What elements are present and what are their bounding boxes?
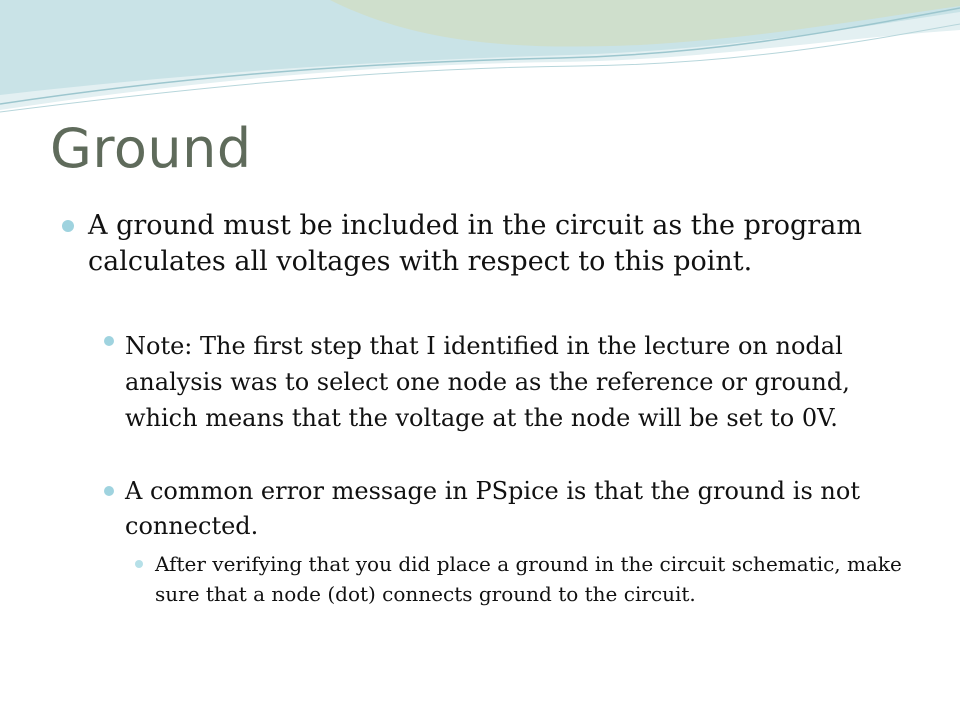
header-wave-decoration bbox=[0, 0, 960, 120]
bullet-dot-level-2 bbox=[104, 486, 114, 496]
bullet-dot-level-3 bbox=[135, 560, 143, 568]
bullet-text-note-reference-node: Note: The first step that I identified in the lecture on nodal analysis was to select one node as the reference or ground, which means that the voltage at the node will be set to 0V. bbox=[125, 332, 850, 432]
bullet-dot-level-2 bbox=[104, 336, 114, 346]
bullet-text-verify-ground-node: After verifying that you did place a ground in the circuit schematic, make sure that a node (dot) connects ground to the circuit. bbox=[155, 552, 902, 606]
bullet-dot-level-1 bbox=[62, 220, 74, 232]
bullet-text-ground-required: A ground must be included in the circuit as the program calculates all voltages with respect to this point. bbox=[88, 210, 862, 277]
bullet-text-pspice-error: A common error message in PSpice is that the ground is not connected. bbox=[125, 477, 860, 540]
slide-title: Ground bbox=[50, 117, 252, 180]
